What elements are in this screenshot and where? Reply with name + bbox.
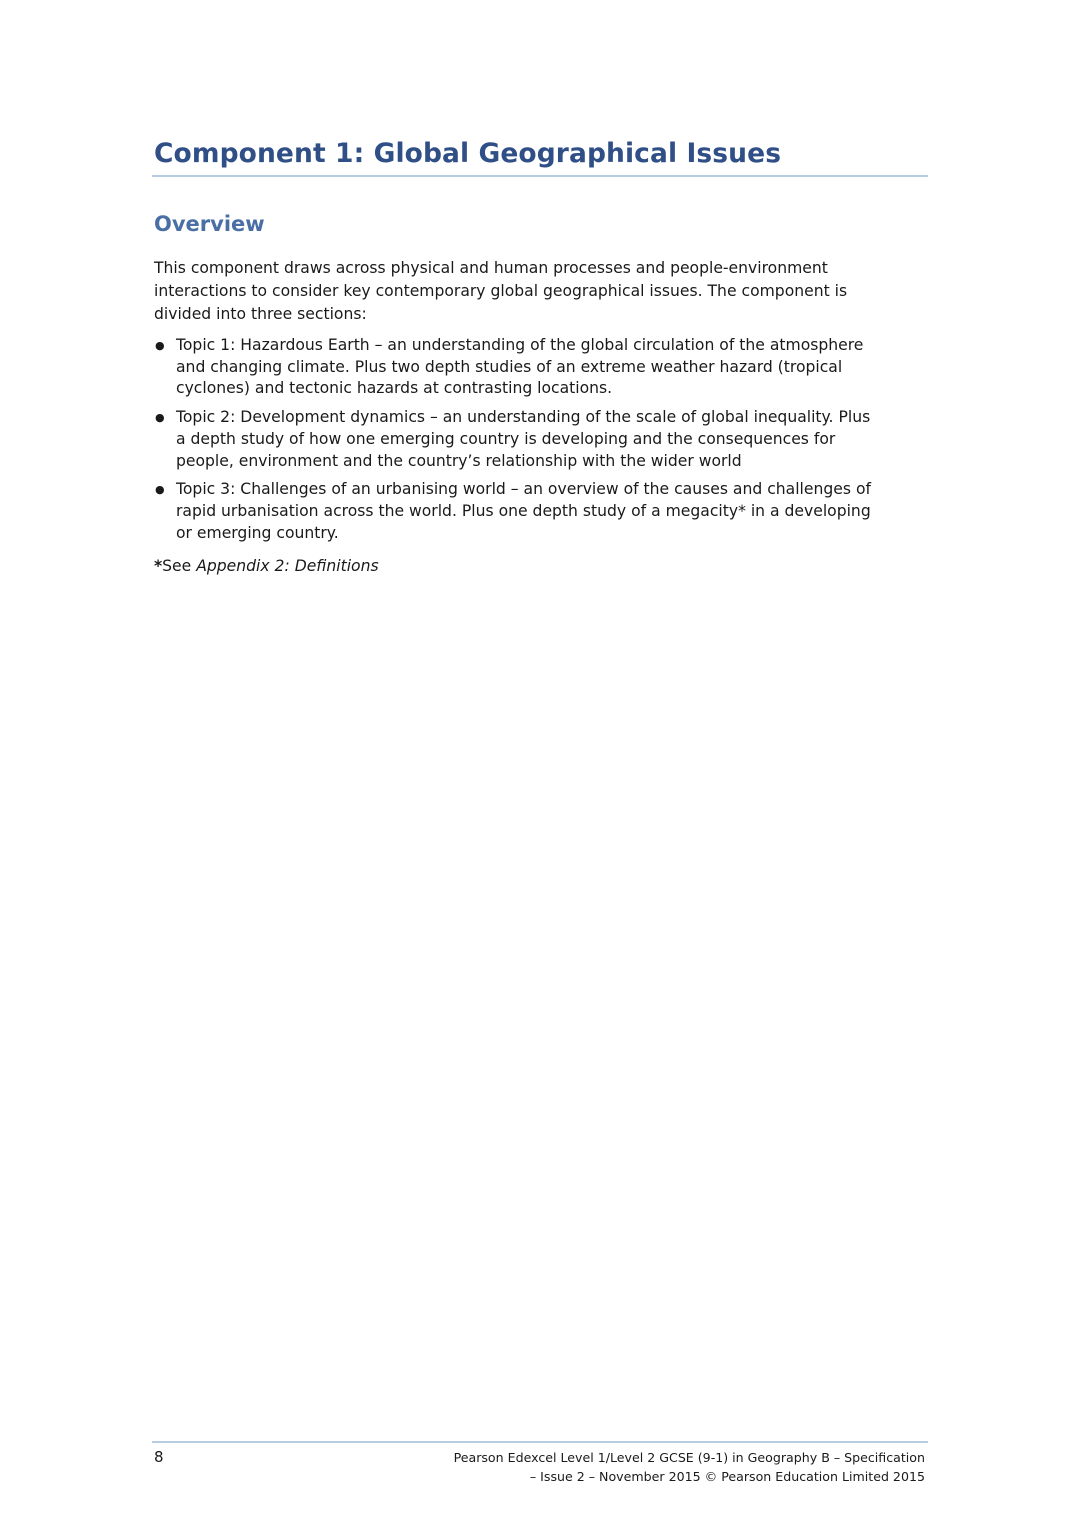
topic-list [154, 335, 924, 551]
appendix-reference-link[interactable]: Appendix 2: Definitions [196, 557, 379, 575]
topic-line: Topic 1: Hazardous Earth – an understanding of the global circulation of the atmosphere [176, 336, 864, 354]
page-title: Component 1: Global Geographical Issues [154, 138, 782, 169]
footnote [154, 556, 379, 577]
topic-list-item [154, 407, 924, 472]
footnote-see: See [162, 557, 197, 575]
bullet-icon: ● [155, 411, 165, 425]
topic-line: or emerging country. [176, 523, 339, 542]
footer-divider [152, 1441, 928, 1443]
bullet-icon: ● [155, 483, 165, 497]
topic-list-item [154, 335, 924, 400]
topic-line: a depth study of how one emerging country is developing and the consequences for [176, 429, 836, 448]
topic-line: cyclones) and tectonic hazards at contrasting locations. [176, 379, 613, 398]
intro-paragraph [154, 257, 914, 326]
page-number: 8 [154, 1448, 164, 1466]
footer-line: Pearson Edexcel Level 1/Level 2 GCSE (9-1) in Geography B – Specification [453, 1450, 925, 1465]
topic-line: rapid urbanisation across the world. Plus one depth study of a megacity* in a developing [176, 501, 871, 520]
topic-line: Topic 2: Development dynamics – an understanding of the scale of global inequality. Plus [176, 408, 871, 427]
bullet-icon: ● [155, 339, 165, 352]
footer-line: – Issue 2 – November 2015 © Pearson Education Limited 2015 [529, 1468, 925, 1484]
footnote-asterisk: * [154, 557, 163, 575]
section-heading-overview: Overview [154, 212, 265, 236]
topic-list-item [154, 479, 924, 544]
title-divider [152, 175, 928, 177]
topic-line: people, environment and the country’s relationship with the wider world [176, 451, 742, 470]
topic-line: and changing climate. Plus two depth studies of an extreme weather hazard (tropical [176, 357, 843, 376]
topic-line: Topic 3: Challenges of an urbanising world – an overview of the causes and challenges of [176, 480, 871, 499]
footer-citation [454, 1449, 925, 1486]
intro-line: This component draws across physical and human processes and people-environment [154, 259, 828, 277]
intro-line: divided into three sections: [154, 305, 367, 323]
intro-line: interactions to consider key contemporary global geographical issues. The component is [154, 282, 848, 300]
